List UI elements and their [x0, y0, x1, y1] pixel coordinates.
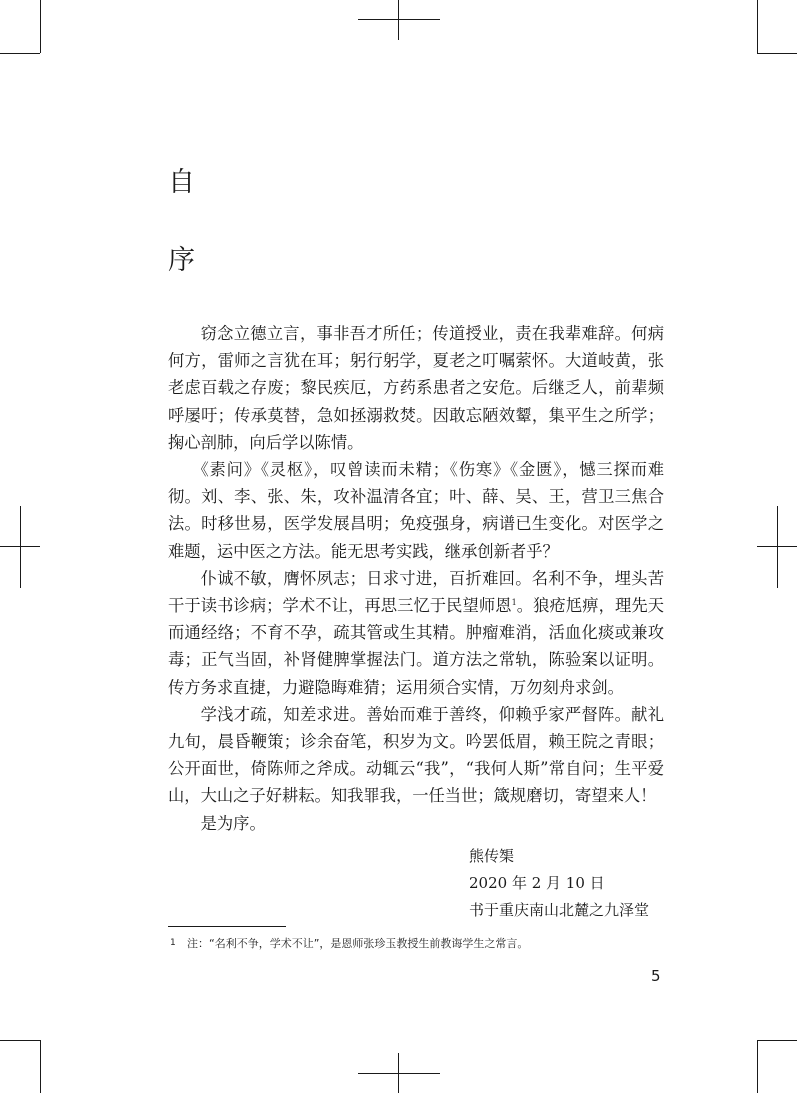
page-number: 5 — [651, 967, 661, 985]
registration-mark — [398, 0, 399, 40]
crop-mark — [0, 53, 40, 54]
crop-mark — [757, 0, 758, 53]
paragraph: 学浅才疏，知差求进。善始而难于善终，仰赖乎家严督阵。献礼九旬，晨昏鞭策；诊余奋笔，积岁为文。吟罢低眉，赖王院之青眼；公开面世，倚陈师之斧成。动辄云“我”，“我何人斯”常自问；生平爱山，大山之子好耕耘。知我罪我，一任当世；箴规磨切，寄望来人！ — [168, 704, 664, 806]
crop-mark — [40, 0, 41, 53]
paragraph: 窃念立德立言，事非吾才所任；传道授业，责在我辈难辞。何病何方，雷师之言犹在耳；躬行躬学，夏老之叮嘱萦怀。大道岐黄，张老虑百载之存废；黎民疾厄，方药系患者之安危。后继乏人，前辈频呼屡吁；传承莫替，急如拯溺救焚。因敢忘陋效颦，集平生之所学；掬心剖肺，向后学以陈情。 — [168, 324, 664, 452]
paragraph — [168, 565, 664, 701]
crop-mark — [757, 1040, 797, 1041]
paragraph-part: 仆诚不敏，膺怀夙志；日求寸进，百折难回。名利不争，埋头苦干于读书诊病；学术不让，再思三忆于民望师恩 — [168, 568, 664, 616]
registration-mark — [358, 19, 440, 20]
footnote-marker: 1 — [170, 938, 176, 948]
registration-mark — [20, 506, 21, 588]
crop-mark — [40, 1040, 41, 1093]
signature-place: 书于重庆南山北麓之九泽堂 — [469, 901, 650, 919]
page-title-char-1: 自 — [168, 167, 195, 198]
paragraph: 《素问》《灵枢》，叹曾读而未精；《伤寒》《金匮》，憾三探而难彻。刘、李、张、朱，攻补温清各宜；叶、薛、吴、王，营卫三焦合法。时移世易，医学发展昌明；免疫强身，病谱已生变化。对医学之难题，运中医之方法。能无思考实践，继承创新者乎？ — [168, 460, 664, 561]
footnote-divider — [168, 926, 286, 927]
crop-mark — [757, 1040, 758, 1093]
registration-mark — [777, 506, 778, 588]
page-title-char-2: 序 — [168, 245, 195, 276]
registration-mark — [398, 1053, 399, 1093]
paragraph: 是为序。 — [200, 813, 266, 833]
signature-date: 2020 年 2 月 10 日 — [469, 874, 605, 892]
footnote-text: 注：“名利不争，学术不让”，是恩师张珍玉教授生前教诲学生之常言。 — [187, 937, 529, 950]
signature-block — [469, 843, 649, 924]
paragraph-part: 。狼疮尪痹，理先天而通经络；不育不孕，疏其管或生其精。肿瘤难消，活血化痰或兼攻毒；正气当固，补肾健脾掌握法门。道方法之常轨，陈验案以证明。传方务求直捷，力避隐晦难猜；运用须合实情，万勿刻舟求剑。 — [168, 596, 664, 697]
footnote-reference[interactable]: 1 — [511, 598, 517, 608]
footnote — [170, 936, 528, 951]
preface-body — [168, 320, 664, 837]
crop-mark — [0, 1040, 40, 1041]
registration-mark — [358, 1073, 440, 1074]
author-name: 熊传榘 — [469, 847, 515, 865]
crop-mark — [757, 53, 797, 54]
